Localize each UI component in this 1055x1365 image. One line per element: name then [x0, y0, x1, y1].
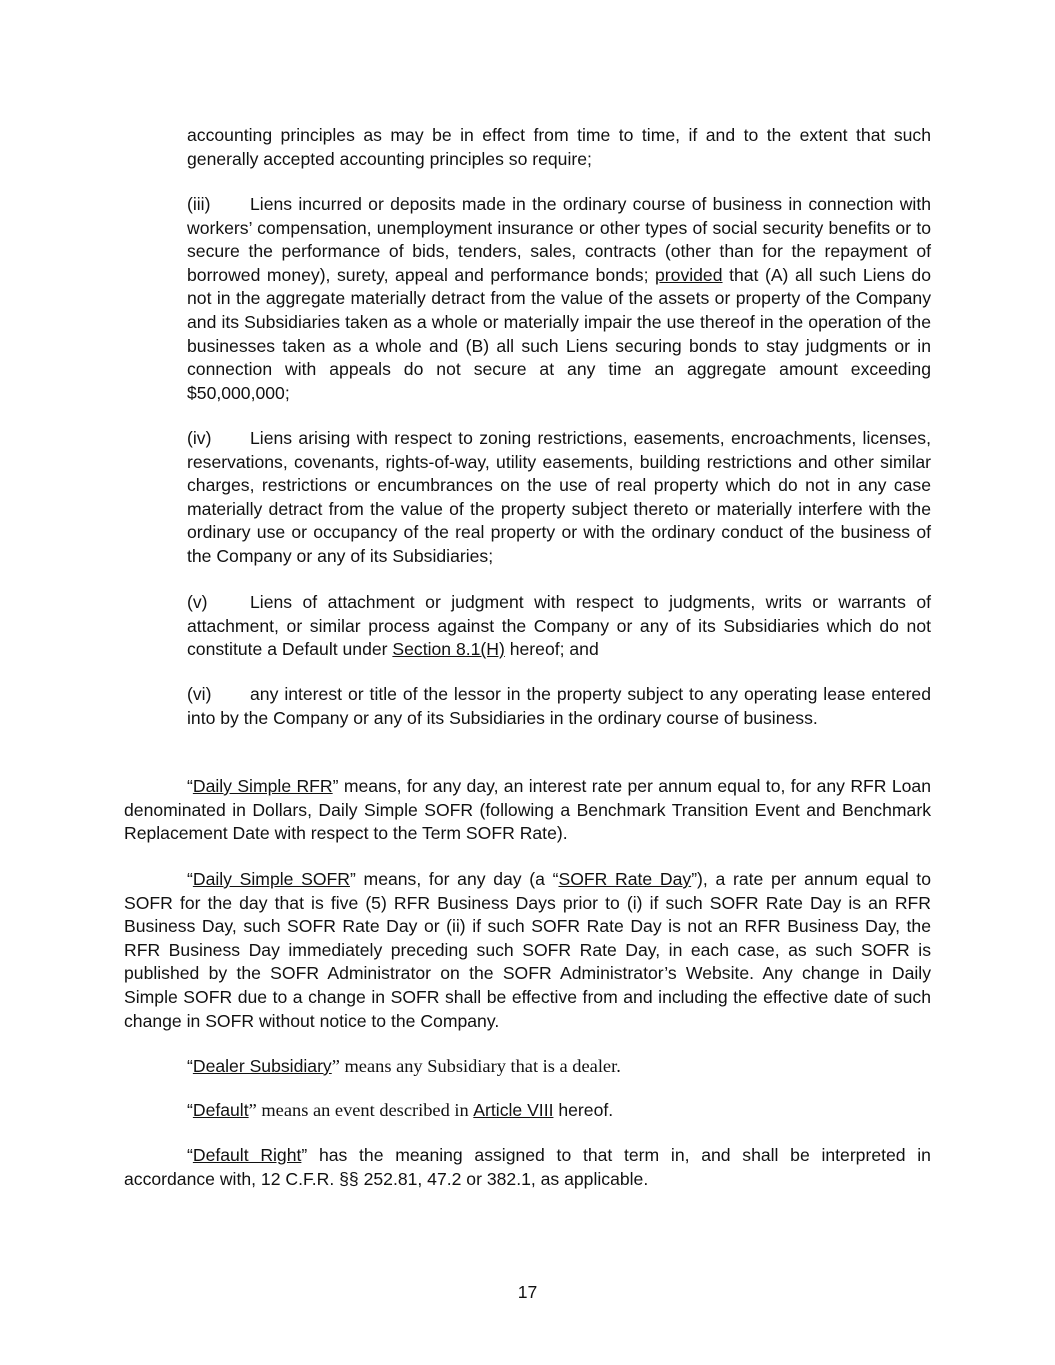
definition-text: ” means, for any day (a “ — [350, 869, 559, 889]
open-quote: “ — [187, 776, 193, 796]
clause-text: any interest or title of the lessor in the property subject to any operating lease entered into by the Company or any of its Subsidiaries in the ordinary course of business. — [187, 684, 931, 728]
clause-text-continued: hereof; and — [504, 639, 599, 660]
page-number: 17 — [517, 1282, 538, 1302]
defined-term: Default Right — [192, 1145, 302, 1165]
defined-term: Default — [192, 1100, 249, 1120]
definition-dealer-subsidiary — [124, 1055, 931, 1079]
clause-vi — [187, 683, 931, 730]
clause-iii — [187, 193, 931, 405]
paragraph-text: accounting principles as may be in effect from time to time, if and to the extent that such generally accepted accounting principles so require; — [187, 125, 931, 169]
clause-number: (iv) — [187, 428, 212, 448]
clause-text: Liens arising with respect to zoning restrictions, easements, encroachments, licenses, reservations, covenants, rights-of-way, utility easements, building restrictions and other similar charges, restrictions or encumbrances on the use of real property which do not in any case materially detract from the value of the property subject thereto or materially interfere with the ordinary use or occupancy of the real property or with the ordinary conduct of the business of the Company or any of its Subsidiaries; — [187, 428, 931, 566]
clause-number: (vi) — [187, 684, 212, 704]
section-reference-link[interactable]: Section 8.1(H) — [392, 639, 505, 660]
clause-v — [187, 591, 931, 662]
provided-term: provided — [655, 264, 723, 285]
clause-text: Liens incurred or deposits made in the ordinary course of business in connection with workers’ compensation, unemployment insurance or other types of social security benefits or to secure the performance of bids, tenders, sales, contracts (other than for the repayment of borrowed money), surety, appeal and performance bonds; — [187, 194, 931, 285]
article-reference-link[interactable]: Article VIII — [473, 1100, 554, 1120]
clause-number: (iii) — [187, 194, 211, 214]
definition-text: ” means, for any day, an interest rate per annum equal to, for any RFR Loan denominated in Dollars, Daily Simple SOFR (following a Benchmark Transition Event and Benchmark Replacement Date with respect to the Term SOFR Rate). — [124, 776, 931, 844]
clause-number: (v) — [187, 592, 208, 612]
definition-text: ” means an event described in — [248, 1100, 474, 1120]
clause-iv — [187, 427, 931, 569]
defined-term: Daily Simple RFR — [192, 776, 333, 796]
definition-default — [124, 1099, 931, 1123]
open-quote: “ — [187, 1100, 193, 1120]
defined-term: Daily Simple SOFR — [192, 869, 350, 889]
definition-default-right — [124, 1144, 931, 1191]
open-quote: “ — [187, 869, 193, 889]
open-quote: “ — [187, 1145, 193, 1165]
clause-text-continued: that (A) all such Liens do not in the aggregate materially detract from the value of the assets or property of the Company and its Subsidiaries taken as a whole or materially impair the use thereof in the operation of the businesses taken as a whole and (B) all such Liens securing bonds to stay judgments or in connection with appeals do not secure at any time an aggregate amount exceeding $50,000,000; — [187, 264, 931, 403]
paragraph-accounting-principles — [187, 124, 931, 171]
defined-term-secondary: SOFR Rate Day — [558, 869, 692, 889]
clause-text: Liens of attachment or judgment with respect to judgments, writs or warrants of attachment, or similar process against the Company or any of its Subsidiaries which do not constitute a Default under — [187, 592, 931, 660]
definition-daily-simple-rfr — [124, 775, 931, 846]
definition-text-continued: hereof. — [553, 1100, 614, 1120]
definition-text: ” has the meaning assigned to that term in, and shall be interpreted in accordance with, 12 C.F.R. §§ 252.81, 47.2 or 382.1, as applicable. — [124, 1145, 931, 1189]
defined-term: Dealer Subsidiary — [192, 1056, 332, 1076]
definition-daily-simple-sofr — [124, 868, 931, 1033]
open-quote: “ — [187, 1056, 193, 1076]
definition-text: ” means any Subsidiary that is a dealer. — [331, 1056, 621, 1076]
definition-text-continued: ”), a rate per annum equal to SOFR for the day that is five (5) RFR Business Days prior to (i) if such SOFR Rate Day is an RFR Business Day, such SOFR Rate Day or (ii) if such SOFR Rate Day is not an RFR Business Day, the RFR Business Day immediately preceding such SOFR Rate Day, in each case, as such SOFR is published by the SOFR Administrator on the SOFR Administrator’s Website. Any change in Daily Simple SOFR due to a change in SOFR shall be effective from and including the effective date of such change in SOFR without notice to the Company. — [124, 869, 931, 1031]
